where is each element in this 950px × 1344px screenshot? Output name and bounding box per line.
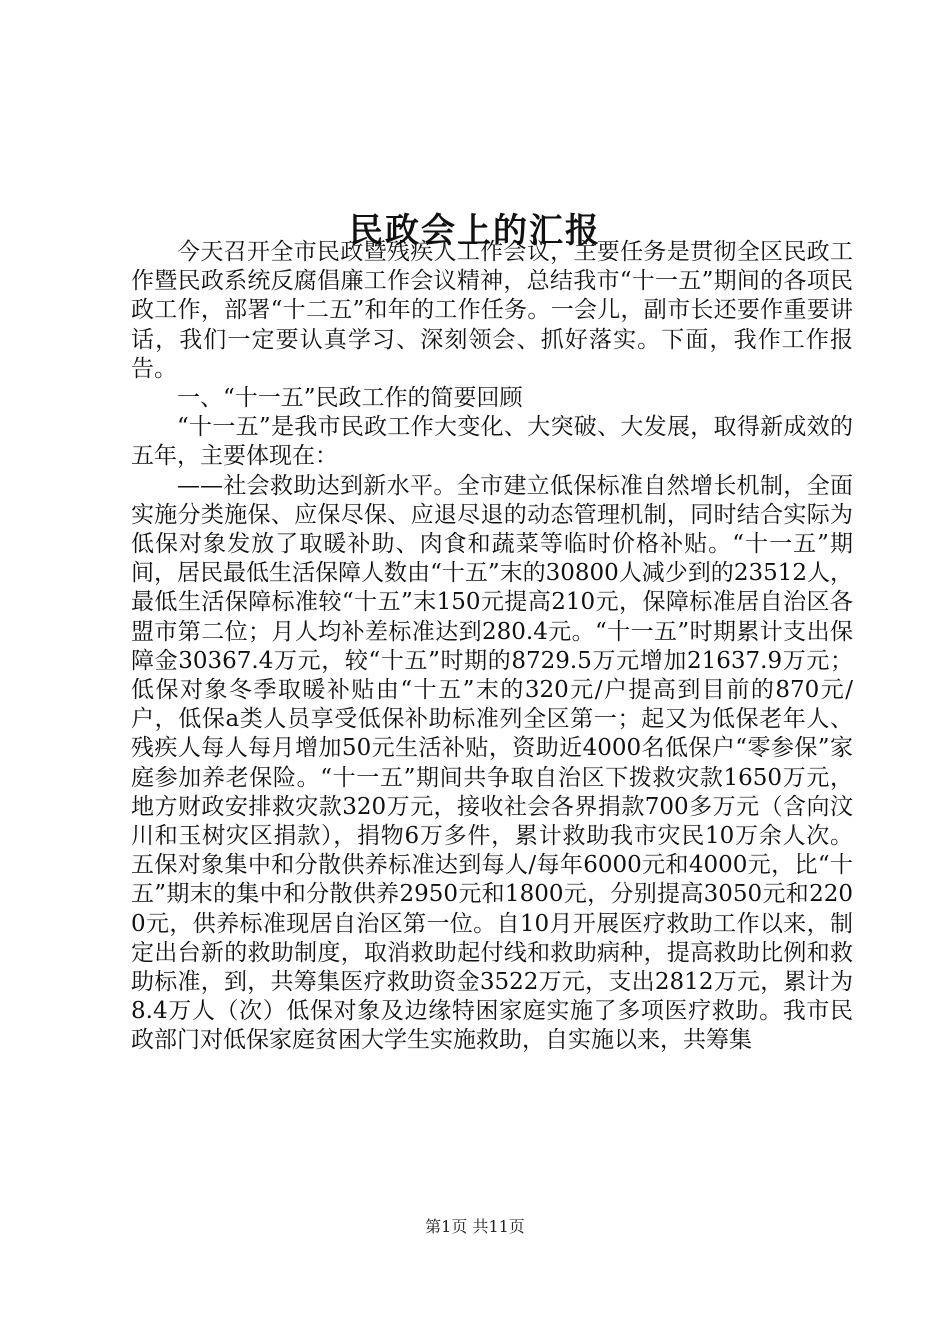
- document-body: [131, 238, 853, 1056]
- section-heading: 一、“十一五”民政工作的简要回顾: [177, 385, 523, 412]
- paragraph-summary: “十一五”是我市民政工作大变化、大突破、大发展，取得新成效的五年，主要体现在：: [131, 414, 853, 470]
- paragraph-social-assistance: ——社会救助达到新水平。全市建立低保标准自然增长机制，全面实施分类施保、应保尽保、应退尽退的动态管理机制，同时结合实际为低保对象发放了取暖补助、肉食和蔬菜等临时价格补贴。“十一五”期间，居民最低生活保障人数由“十五”末的30800人减少到的23512人，最低生活保障标准较“十五”末150元提高210元，保障标准居自治区各盟市第二位；月人均补差标准达到280.4元。“十一五”时期累计支出保障金30367.4万元，较“十五”时期的8729.5万元增加21637.9万元；低保对象冬季取暖补贴由“十五”末的320元/户提高到目前的870元/户，低保a类人员享受低保补助标准列全区第一；起又为低保老年人、残疾人每人每月增加50元生活补贴，资助近4000名低保户“零参保”家庭参加养老保险。“十一五”期间共争取自治区下拨救灾款1650万元，地方财政安排救灾款320万元，接收社会各界捐款700多万元（含向汶川和玉树灾区捐款），捐物6万多件，累计救助我市灾民10万余人次。五保对象集中和分散供养标准达到每人/每年6000元和4000元，比“十五”期末的集中和分散供养2950元和1800元，分别提高3050元和2200元，供养标准现居自治区第一位。自10月开展医疗救助工作以来，制定出台新的救助制度，取消救助起付线和救助病种，提高救助比例和救助标准，到，共筹集医疗救助资金3522万元，支出2812万元，累计为8.4万人（次）低保对象及边缘特困家庭实施了多项医疗救助。我市民政部门对低保家庭贫困大学生实施救助，自实施以来，共筹集: [131, 472, 853, 1054]
- paragraph-intro: 今天召开全市民政暨残疾人工作会议，主要任务是贯彻全区民政工作暨民政系统反腐倡廉工作会议精神，总结我市“十一五”期间的各项民政工作，部署“十二五”和年的工作任务。一会儿，副市长还要作重要讲话，我们一定要认真学习、深刻领会、抓好落实。下面，我作工作报告。: [131, 239, 853, 382]
- document-title: 民政会上的汇报: [349, 210, 601, 251]
- page-number-footer: 第1页 共11页: [425, 1217, 525, 1236]
